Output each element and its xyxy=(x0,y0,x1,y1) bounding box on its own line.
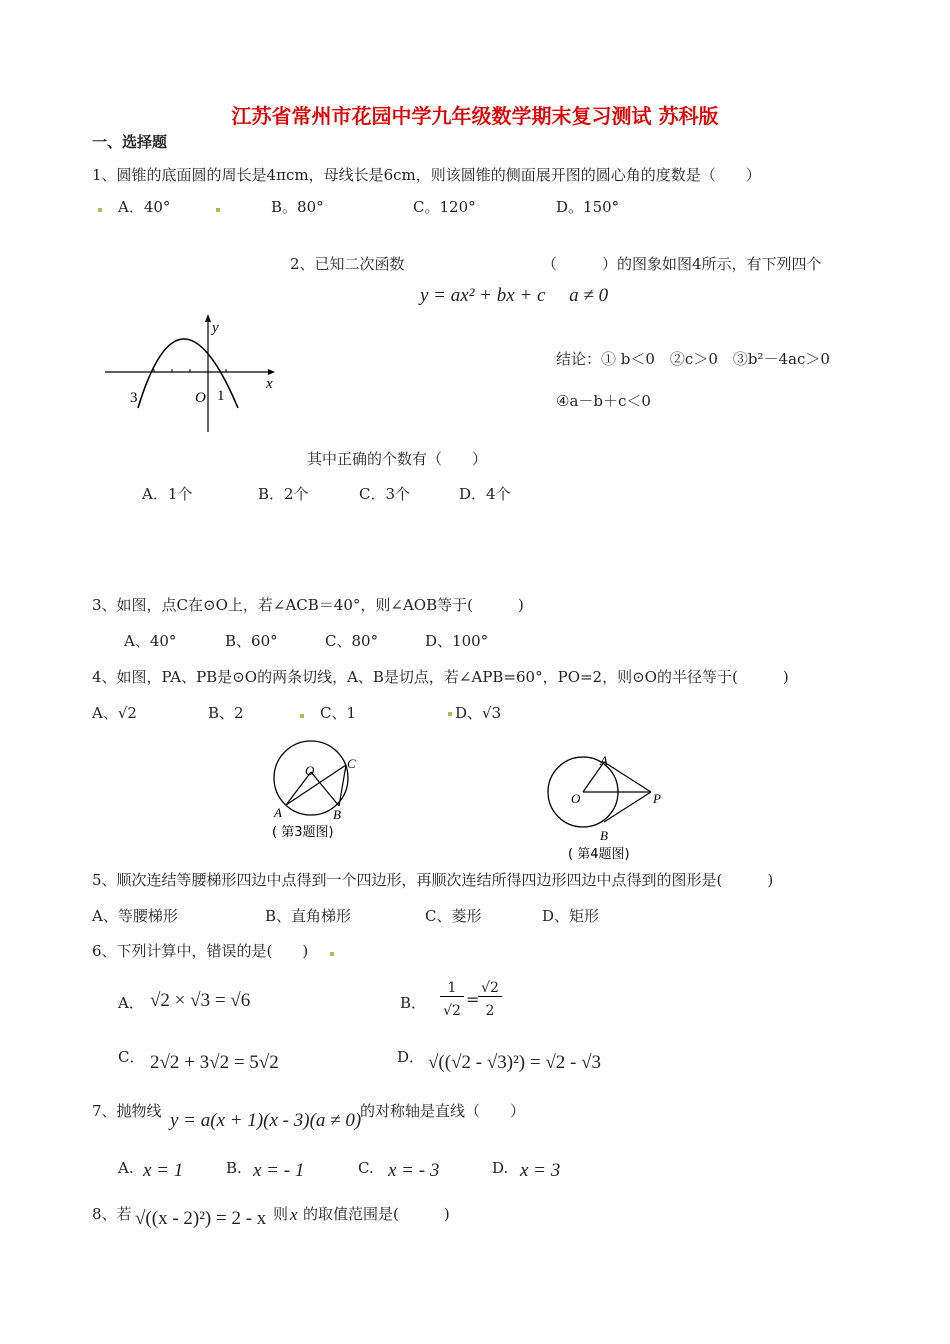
q6-expr-a: √2 × √3 = √6 xyxy=(150,990,251,1011)
q1-option-a: A．40° xyxy=(118,198,171,216)
q5-option-b: B、直角梯形 xyxy=(265,907,352,925)
q6-b-denominator: √2 xyxy=(443,1003,461,1019)
root-label-right: 1 xyxy=(217,388,225,404)
question-6-stem: 6、下列计算中，错误的是( ) xyxy=(92,942,309,960)
q6-b-result-denominator: 2 xyxy=(485,1003,495,1019)
q2-option-c: C．3个 xyxy=(359,485,411,503)
q4-option-c: C、1 xyxy=(320,704,357,722)
q6-expr-c: 2√2 + 3√2 = 5√2 xyxy=(150,1052,279,1073)
page-title: 江苏省常州市花园中学九年级数学期末复习测试 苏科版 xyxy=(231,104,719,128)
origin-label: O xyxy=(195,390,206,406)
q6-b-equals: = xyxy=(466,990,480,1009)
mark-dot xyxy=(216,208,220,212)
q2-question: 其中正确的个数有（ ） xyxy=(307,450,488,468)
parabola-graph xyxy=(100,310,280,435)
q7-value-a: x = 1 xyxy=(143,1160,184,1181)
q3-option-b: B、60° xyxy=(225,632,278,650)
label-o: O xyxy=(305,763,315,778)
q3-option-a: A、40° xyxy=(124,632,177,650)
segment-bo xyxy=(311,772,339,806)
question-7-stem-start: 7、抛物线 xyxy=(92,1102,162,1120)
q5-option-d: D、矩形 xyxy=(542,907,600,925)
q2-conclusions-2: ④a－b＋c＜0 xyxy=(556,392,651,410)
tangent-pa xyxy=(604,762,651,792)
root-label-left: 3 xyxy=(130,390,138,406)
q6-label-a: A． xyxy=(118,994,144,1012)
q1-option-d: D。150° xyxy=(556,198,620,216)
label-o: O xyxy=(571,791,581,806)
question-8-stem-end: 的取值范围是( ) xyxy=(303,1205,450,1223)
q7-value-c: x = - 3 xyxy=(388,1160,440,1181)
q6-expr-d: √((√2 - √3)²) = √2 - √3 xyxy=(428,1052,602,1073)
q5-option-a: A、等腰梯形 xyxy=(92,907,178,925)
section-heading: 一、选择题 xyxy=(92,133,168,151)
y-axis-arrow xyxy=(205,314,211,322)
question-2-stem-start: 2、已知二次函数 xyxy=(290,255,405,273)
label-b: B xyxy=(600,828,608,843)
label-c: C xyxy=(347,756,356,771)
figure-3-circle xyxy=(262,730,372,845)
x-label: x xyxy=(266,376,273,392)
q5-option-c: C、菱形 xyxy=(425,907,482,925)
q8-variable: x xyxy=(290,1205,298,1224)
question-1-stem: 1、圆锥的底面圆的周长是4πcm，母线长是6cm，则该圆锥的侧面展开图的圆心角的度数是（ ） xyxy=(92,166,761,184)
quadratic-formula: y = ax² + bx + c a ≠ 0 xyxy=(420,285,609,306)
q6-b-result-numerator: √2 xyxy=(478,980,502,997)
q6-label-b: B． xyxy=(400,994,427,1012)
q1-option-b: B。80° xyxy=(271,198,324,216)
question-8-stem-then: 则 xyxy=(273,1205,289,1223)
q6-label-c: C． xyxy=(118,1048,145,1066)
y-label: y xyxy=(212,320,219,336)
q6-label-d: D． xyxy=(397,1048,425,1066)
question-2-stem-end: （ ）的图象如图4所示，有下列四个 xyxy=(542,255,822,273)
q2-option-d: D．4个 xyxy=(459,485,511,503)
q7-label-a: A. xyxy=(118,1159,134,1177)
q7-label-d: D. xyxy=(492,1159,509,1177)
q4-option-d: D、√3 xyxy=(455,704,502,722)
q7-label-c: C. xyxy=(358,1159,374,1177)
figure-4-caption: ( 第4题图) xyxy=(568,847,630,862)
q8-formula: √((x - 2)²) = 2 - x xyxy=(135,1208,267,1229)
label-b: B xyxy=(333,807,341,822)
q2-option-a: A．1个 xyxy=(142,485,193,503)
question-8-stem-start: 8、若 xyxy=(92,1205,132,1223)
q1-option-c: C。120° xyxy=(413,198,476,216)
q6-b-numerator: 1 xyxy=(440,980,464,997)
question-4-stem: 4、如图，PA、PB是⊙O的两条切线，A、B是切点，若∠APB=60°，PO=2，则⊙O的半径等于( ) xyxy=(92,668,789,686)
q4-option-a: A、√2 xyxy=(92,704,137,722)
q3-option-d: D、100° xyxy=(425,632,489,650)
mark-dot xyxy=(98,208,102,212)
question-3-stem: 3、如图，点C在⊙O上，若∠ACB＝40°，则∠AOB等于( ) xyxy=(92,596,524,614)
tangent-pb xyxy=(604,792,651,822)
segment-bc xyxy=(339,765,346,806)
segment-ac xyxy=(286,765,346,805)
x-axis-arrow xyxy=(268,369,275,375)
mark-dot xyxy=(448,712,452,716)
q2-conclusions-1: 结论：① b＜0 ②c＞0 ③b²－4ac＞0 xyxy=(556,350,830,368)
q2-option-b: B．2个 xyxy=(258,485,309,503)
mark-dot xyxy=(330,952,334,956)
label-a: A xyxy=(600,753,608,768)
q7-label-b: B. xyxy=(226,1159,242,1177)
label-a: A xyxy=(274,805,282,820)
q3-option-c: C、80° xyxy=(325,632,379,650)
question-5-stem: 5、顺次连结等腰梯形四边中点得到一个四边形，再顺次连结所得四边形四边中点得到的图形是( ) xyxy=(92,871,774,889)
figure-4-tangents xyxy=(538,752,678,864)
mark-dot xyxy=(300,714,304,718)
q7-value-d: x = 3 xyxy=(520,1160,561,1181)
figure-3-caption: ( 第3题图) xyxy=(272,825,334,840)
q4-option-b: B、2 xyxy=(208,704,244,722)
label-p: P xyxy=(653,791,661,806)
question-7-stem-end: 的对称轴是直线（ ） xyxy=(360,1102,526,1120)
q7-value-b: x = - 1 xyxy=(253,1160,305,1181)
q7-formula: y = a(x + 1)(x - 3)(a ≠ 0) xyxy=(170,1110,362,1131)
